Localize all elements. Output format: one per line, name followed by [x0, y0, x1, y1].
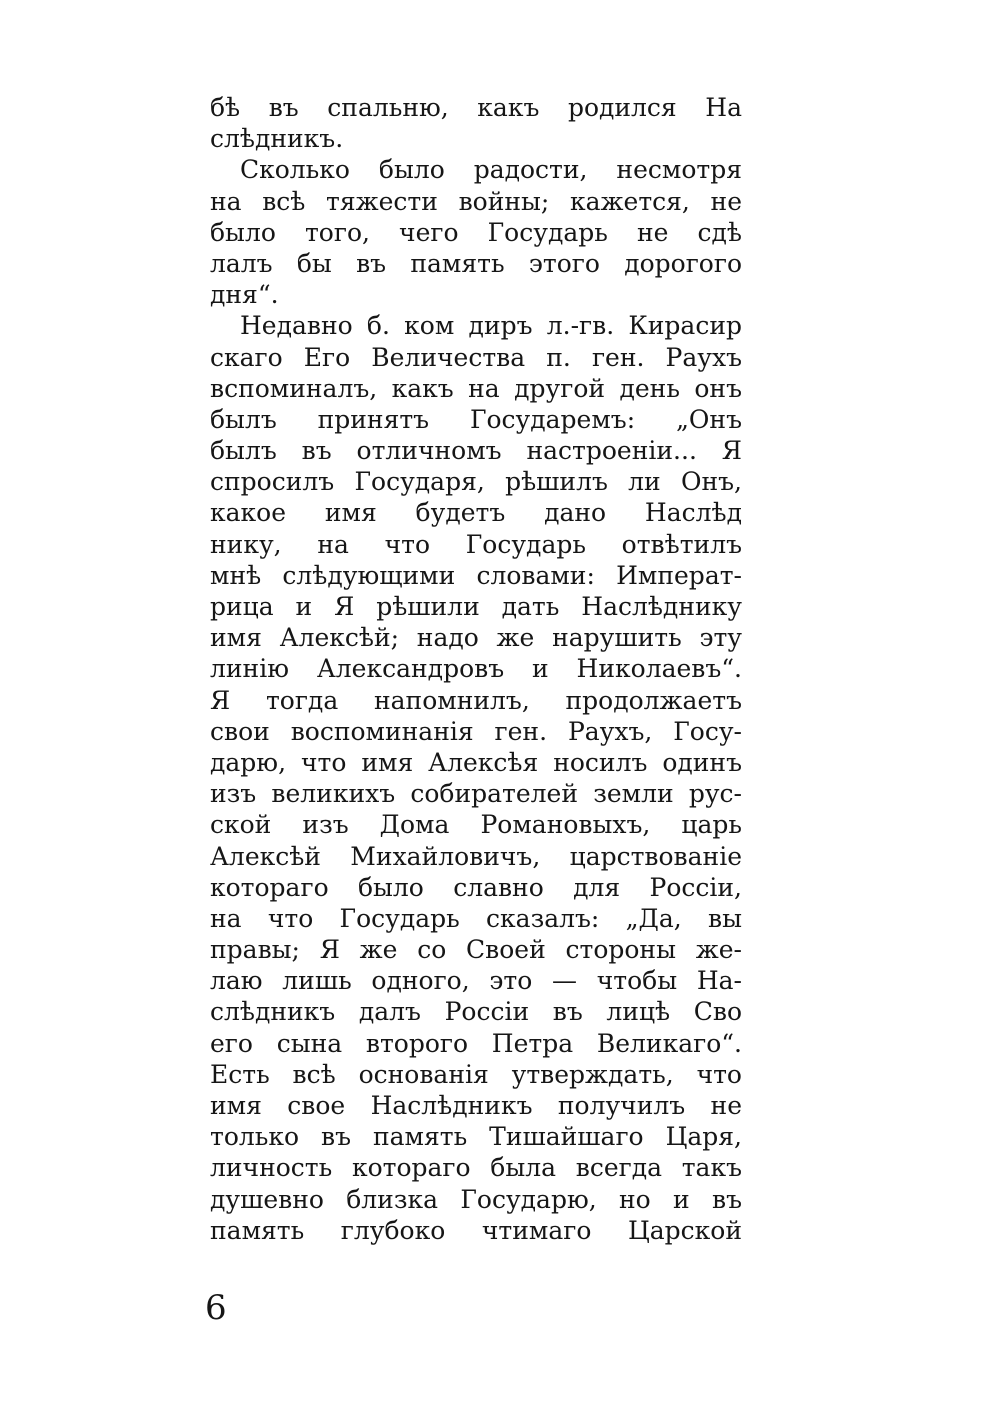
text-line: ской изъ Дома Романовыхъ, царь [210, 810, 742, 840]
text-line: скаго Его Величества п. ген. Раухъ [210, 342, 742, 372]
text-line: линію Александровъ и Николаевъ“. [210, 654, 742, 684]
text-line: память глубоко чтимаго Царской [210, 1215, 742, 1245]
text-line: рица и Я рѣшили дать Наслѣднику [210, 592, 742, 621]
text-line: спросилъ Государя, рѣшилъ ли Онъ, [210, 467, 742, 497]
text-line: на что Государь сказалъ: „Да, вы [210, 903, 742, 933]
page-number: 6 [205, 1288, 227, 1328]
text-line: было того, чего Государь не сдѣ [210, 217, 742, 247]
body-text [210, 92, 742, 1246]
text-line: слѣдникъ далъ Россіи въ лицѣ Сво [210, 997, 742, 1027]
text-line: правы; Я же со Своей стороны же- [210, 935, 742, 965]
text-line: на всѣ тяжести войны; кажется, не [210, 186, 742, 216]
text-line: Сколько было радости, несмотря [240, 155, 742, 185]
text-line: былъ въ отличномъ настроеніи... Я [210, 436, 742, 466]
text-line: дня“. [210, 280, 279, 310]
text-line: имя Алексѣй; надо же нарушить эту [210, 623, 742, 653]
text-line: только въ память Тишайшаго Царя, [210, 1122, 742, 1152]
text-line: дарю, что имя Алексѣя носилъ одинъ [210, 747, 742, 777]
text-line: лаю лишь одного, это — чтобы На- [210, 966, 742, 996]
text-line: свои воспоминанія ген. Раухъ, Госу- [210, 716, 742, 746]
text-line: бѣ въ спальню, какъ родился На [210, 93, 742, 122]
text-line: личность котораго была всегда такъ [210, 1153, 742, 1183]
text-line: лалъ бы въ память этого дорогого [210, 248, 742, 278]
text-line: котораго было славно для Россіи, [210, 872, 742, 902]
text-line: Алексѣй Михайловичъ, царствованіе [210, 841, 742, 871]
text-line: Есть всѣ основанія утверждать, что [210, 1059, 742, 1089]
text-line: слѣдникъ. [210, 124, 344, 154]
text-line: Недавно б. ком диръ л.-гв. Кирасир [240, 311, 742, 341]
text-line: Я тогда напомнилъ, продолжаетъ [210, 685, 742, 715]
text-line: душевно близка Государю, но и въ [210, 1184, 742, 1214]
text-line: изъ великихъ собирателей земли рус- [210, 779, 742, 809]
text-line: имя свое Наслѣдникъ получилъ не [210, 1091, 742, 1120]
text-line: его сына второго Петра Великаго“. [210, 1028, 742, 1058]
text-line: вспоминалъ, какъ на другой день онъ [210, 373, 742, 403]
text-line: нику, на что Государь отвѣтилъ [210, 529, 742, 559]
text-line: былъ принятъ Государемъ: „Онъ [210, 404, 742, 434]
text-line: мнѣ слѣдующими словами: Императ- [210, 560, 742, 590]
text-line: какое имя будетъ дано Наслѣд [210, 498, 742, 528]
